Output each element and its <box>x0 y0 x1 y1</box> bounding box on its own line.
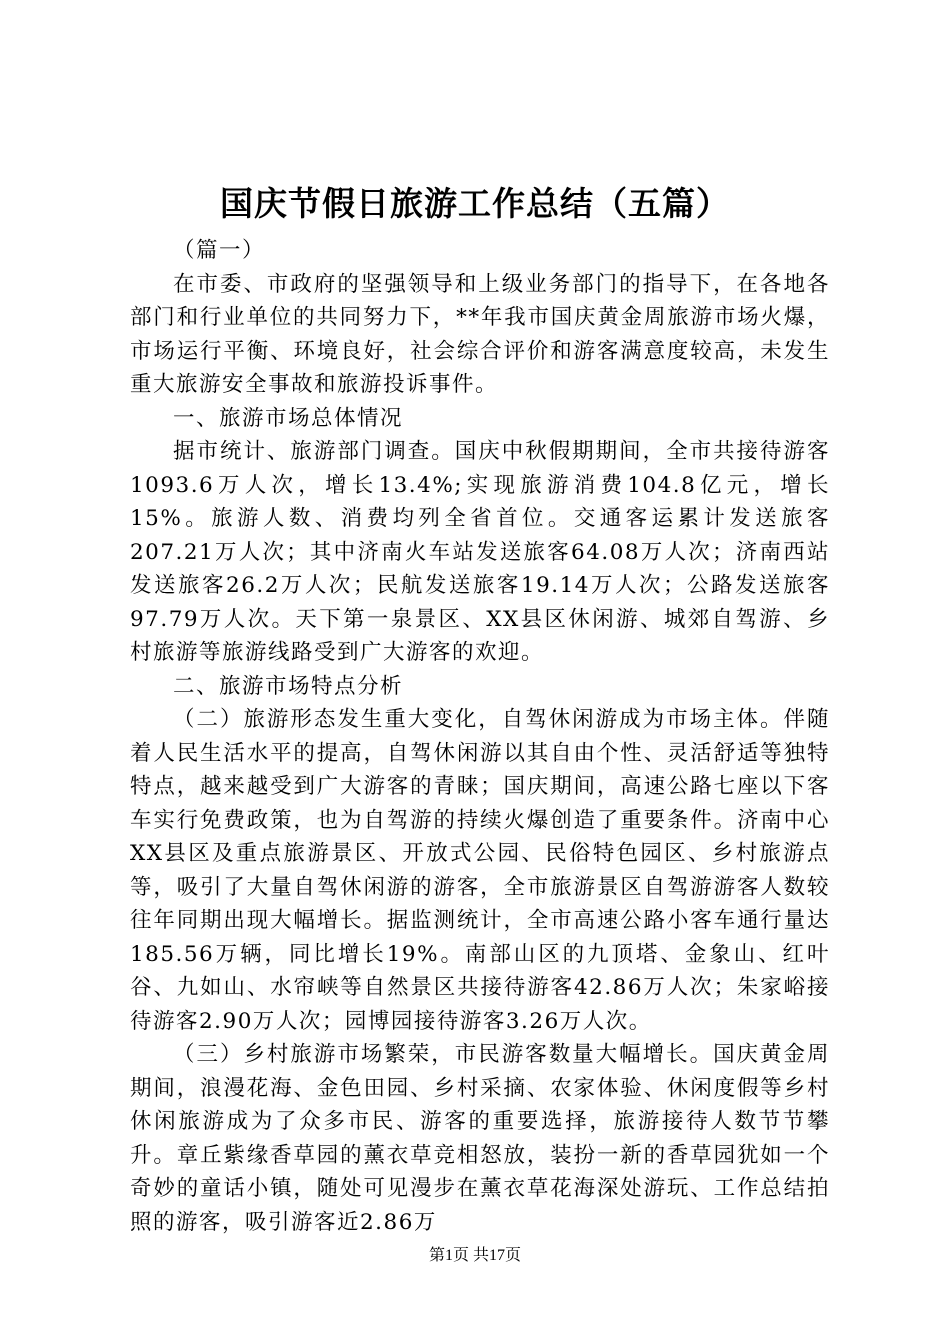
paragraph: （三）乡村旅游市场繁荣，市民游客数量大幅增长。国庆黄金周期间，浪漫花海、金色田园、乡村采摘、农家体验、休闲度假等乡村休闲旅游成为了众多市民、游客的重要选择，旅游接待人数节节攀升。章丘紫缘香草园的薰衣草竞相怒放，装扮一新的香草园犹如一个奇妙的童话小镇，随处可见漫步在薰衣草花海深处游玩、工作总结拍照的游客，吸引游客近2.86万 <box>130 1042 830 1235</box>
paragraph: 在市委、市政府的坚强领导和上级业务部门的指导下，在各地各部门和行业单位的共同努力下，**年我市国庆黄金周旅游市场火爆，市场运行平衡、环境良好，社会综合评价和游客满意度较高，未发生重大旅游安全事故和旅游投诉事件。 <box>130 271 830 397</box>
document-body <box>130 234 830 1239</box>
section-label: （篇一） <box>173 238 266 263</box>
page-number-footer: 第1页 共17页 <box>428 1247 521 1264</box>
document-title: 国庆节假日旅游工作总结（五篇） <box>220 184 730 223</box>
paragraph: 据市统计、旅游部门调查。国庆中秋假期期间，全市共接待游客1093.6万人次，增长13.4%;实现旅游消费104.8亿元，增长15%。旅游人数、消费均列全省首位。交通客运累计发送旅客207.21万人次；其中济南火车站发送旅客64.08万人次；济南西站发送旅客26.2万人次；民航发送旅客19.14万人次；公路发送旅客97.79万人次。天下第一泉景区、XX县区休闲游、城郊自驾游、乡村旅游等旅游线路受到广大游客的欢迎。 <box>130 439 830 665</box>
section-heading: 一、旅游市场总体情况 <box>173 405 404 431</box>
section-heading: 二、旅游市场特点分析 <box>173 673 404 699</box>
paragraph: （二）旅游形态发生重大变化，自驾休闲游成为市场主体。伴随着人民生活水平的提高，自驾休闲游以其自由个性、灵活舒适等独特特点，越来越受到广大游客的青睐；国庆期间，高速公路七座以下客车实行免费政策，也为自驾游的持续火爆创造了重要条件。济南中心XX县区及重点旅游景区、开放式公园、民俗特色园区、乡村旅游点等，吸引了大量自驾休闲游的游客，全市旅游景区自驾游游客人数较往年同期出现大幅增长。据监测统计，全市高速公路小客车通行量达185.56万辆，同比增长19%。南部山区的九顶塔、金象山、红叶谷、九如山、水帘峡等自然景区共接待游客42.86万人次；朱家峪接待游客2.90万人次；园博园接待游客3.26万人次。 <box>130 707 830 1034</box>
